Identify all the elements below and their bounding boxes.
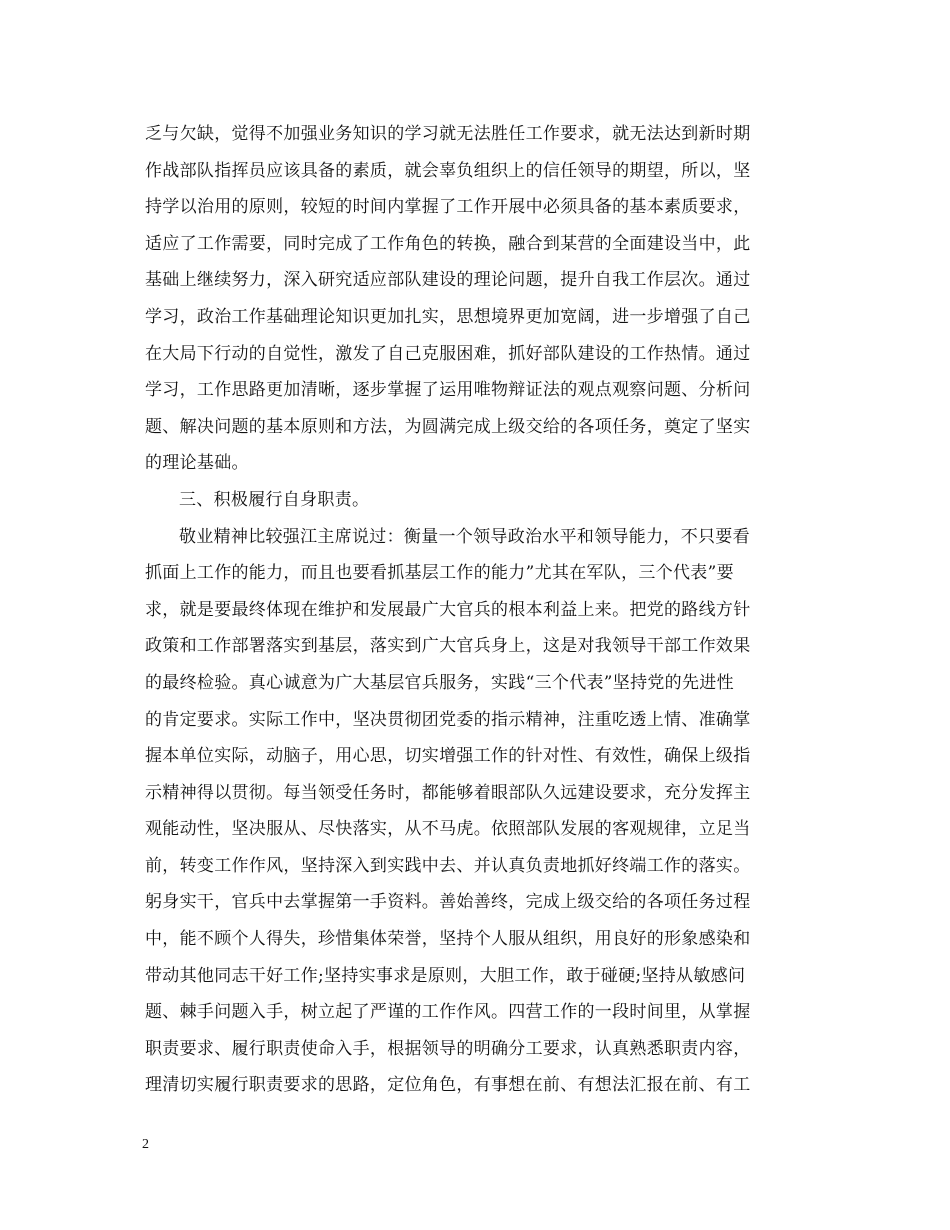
text-line: 在大局下行动的自觉性，激发了自己克服困难，抓好部队建设的工作热情。通过 bbox=[145, 343, 751, 364]
text-line: 求，就是要最终体现在维护和发展最广大官兵的根本利益上来。把党的路线方针 bbox=[145, 599, 751, 620]
text-line: 持学以治用的原则，较短的时间内掌握了工作开展中必须具备的基本素质要求， bbox=[145, 197, 751, 218]
text-line: 理清切实履行职责要求的思路，定位角色，有事想在前、有想法汇报在前、有工 bbox=[145, 1075, 751, 1096]
text-line: 基础上继续努力，深入研究适应部队建设的理论问题，提升自我工作层次。通过 bbox=[145, 270, 751, 291]
text-line: 带动其他同志干好工作;坚持实事求是原则，大胆工作，敢于碰硬;坚持从敏感问 bbox=[145, 965, 746, 986]
text-line: 前，转变工作作风，坚持深入到实践中去、并认真负责地抓好终端工作的落实。 bbox=[145, 855, 751, 876]
text-line: 学习，政治工作基础理论知识更加扎实，思想境界更加宽阔，进一步增强了自己 bbox=[145, 306, 751, 327]
text-line: 观能动性，坚决服从、尽快落实，从不马虎。依照部队发展的客观规律，立足当 bbox=[145, 819, 751, 840]
text-line: 中，能不顾个人得失，珍惜集体荣誉，坚持个人服从组织，用良好的形象感染和 bbox=[145, 929, 751, 950]
text-line: 学习，工作思路更加清晰，逐步掌握了运用唯物辩证法的观点观察问题、分析问 bbox=[145, 380, 751, 401]
text-line: 的肯定要求。实际工作中，坚决贯彻团党委的指示精神，注重吃透上情、准确掌 bbox=[145, 709, 751, 730]
text-line: 三、积极履行自身职责。 bbox=[179, 489, 370, 510]
text-line: 题、解决问题的基本原则和方法，为圆满完成上级交给的各项任务，奠定了坚实 bbox=[145, 416, 751, 437]
text-line: 的最终检验。真心诚意为广大基层官兵服务，实践“三个代表”坚持党的先进性 bbox=[145, 672, 734, 693]
page-number: 2 bbox=[142, 1137, 149, 1152]
text-line: 示精神得以贯彻。每当领受任务时，都能够着眼部队久远建设要求，充分发挥主 bbox=[145, 782, 751, 803]
text-line: 敬业精神比较强江主席说过：衡量一个领导政治水平和领导能力，不只要看 bbox=[179, 526, 750, 547]
text-line: 职责要求、履行职责使命入手，根据领导的明确分工要求，认真熟悉职责内容， bbox=[145, 1038, 751, 1059]
body-text bbox=[145, 116, 810, 1104]
text-line: 题、棘手问题入手，树立起了严谨的工作作风。四营工作的一段时间里，从掌握 bbox=[145, 1002, 751, 1023]
text-line: 握本单位实际，动脑子，用心思，切实增强工作的针对性、有效性，确保上级指 bbox=[145, 746, 751, 767]
text-line: 适应了工作需要，同时完成了工作角色的转换，融合到某营的全面建设当中，此 bbox=[145, 233, 751, 254]
text-line: 的理论基础。 bbox=[145, 453, 249, 474]
text-line: 抓面上工作的能力，而且也要看抓基层工作的能力”尤其在军队，三个代表”要 bbox=[145, 563, 734, 584]
text-line: 乏与欠缺，觉得不加强业务知识的学习就无法胜任工作要求，就无法达到新时期 bbox=[145, 124, 751, 144]
text-line: 作战部队指挥员应该具备的素质，就会辜负组织上的信任领导的期望，所以，坚 bbox=[145, 160, 751, 181]
text-line: 政策和工作部署落实到基层，落实到广大官兵身上，这是对我领导干部工作效果 bbox=[145, 636, 751, 657]
text-line: 躬身实干，官兵中去掌握第一手资料。善始善终，完成上级交给的各项任务过程 bbox=[145, 892, 751, 913]
